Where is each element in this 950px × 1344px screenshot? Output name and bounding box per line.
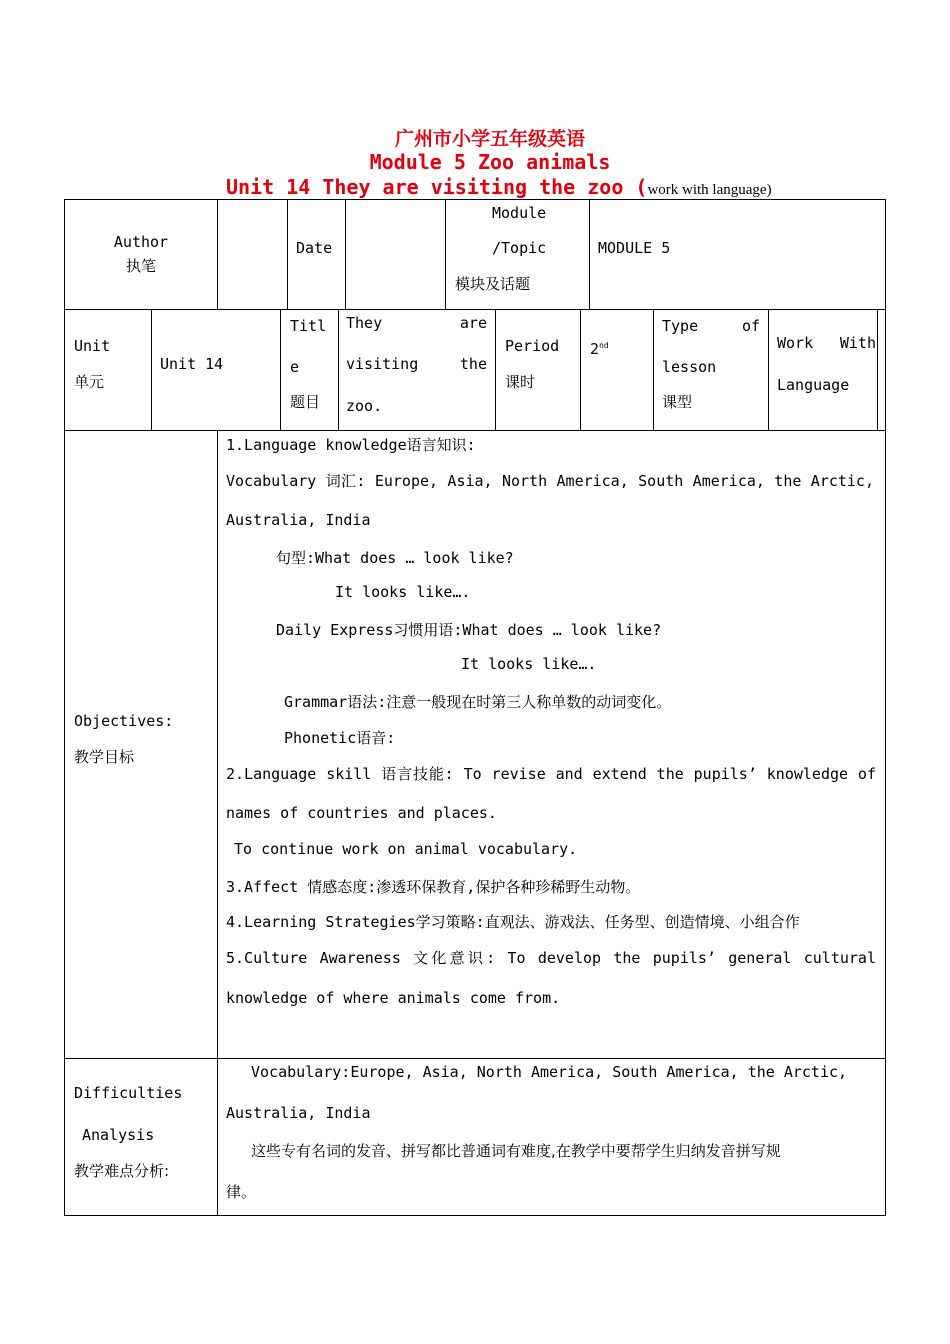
module-value: MODULE 5 <box>598 239 671 257</box>
author-label-en: Author <box>113 233 169 251</box>
type-label-line1b: of <box>741 317 760 335</box>
period-value-number: 2 <box>590 340 600 358</box>
difficulty-line: Vocabulary:Europe, Asia, North America, South America, the Arctic, <box>251 1063 848 1081</box>
difficulty-line: 律。 <box>226 1183 257 1201</box>
title-label-line1: Titl <box>290 317 327 335</box>
objective-line: 4.Learning Strategies学习策略:直观法、游戏法、任务型、创造情境、小组合作 <box>226 913 800 931</box>
author-label-cn: 执笔 <box>125 257 156 275</box>
period-label-cn: 课时 <box>505 373 536 391</box>
objectives-label: Objectives: <box>74 712 174 730</box>
title-value-line2a: visiting <box>346 355 419 373</box>
objective-line: 句型:What does … look like? <box>276 549 514 567</box>
title-value-line3: zoo. <box>346 397 383 415</box>
unit-title <box>226 175 772 199</box>
objective-line: Australia, India <box>226 511 371 529</box>
period-label: Period <box>505 337 560 355</box>
unit-title-note: work with language) <box>647 182 772 198</box>
type-label-cn: 课型 <box>662 393 693 411</box>
type-value-line1b: With <box>839 334 876 352</box>
objective-line: knowledge of where animals come from. <box>226 989 561 1007</box>
type-label-line1a: Type <box>662 317 699 335</box>
date-label: Date <box>296 239 333 257</box>
objective-line: 3.Affect 情感态度:渗透环保教育,保护各种珍稀野生动物。 <box>226 878 641 896</box>
objective-line: It looks like…. <box>335 583 471 601</box>
objective-line: names of countries and places. <box>226 804 497 822</box>
period-value <box>590 336 609 359</box>
title-label-line2: e <box>290 358 300 376</box>
type-value-line1a: Work <box>777 334 814 352</box>
objective-line: Daily Express习惯用语:What does … look like? <box>276 621 662 639</box>
title-value-line1b: are <box>459 314 487 332</box>
difficulty-line: 这些专有名词的发音、拼写都比普通词有难度,在教学中要帮学生归纳发音拼写规 <box>251 1142 781 1160</box>
difficulties-label-line1: Difficulties <box>74 1084 183 1102</box>
objective-line: Vocabulary 词汇: Europe, Asia, North America, South America, the Arctic, <box>226 472 874 490</box>
difficulties-label-line2: Analysis <box>82 1126 155 1144</box>
objective-line: Grammar语法:注意一般现在时第三人称单数的动词变化。 <box>284 693 672 711</box>
objective-line: To continue work on animal vocabulary. <box>234 840 578 858</box>
module-title: Module 5 Zoo animals <box>369 150 611 174</box>
title-value-line1a: They <box>346 314 383 332</box>
type-label-line2: lesson <box>662 358 717 376</box>
unit-title-main: Unit 14 They are visiting the zoo ( <box>226 175 648 199</box>
unit-value: Unit 14 <box>160 355 224 373</box>
author-label <box>64 232 218 276</box>
objective-line: Phonetic语音: <box>284 729 396 747</box>
title-label-cn: 题目 <box>290 393 321 411</box>
type-value-line2: Language <box>777 376 850 394</box>
objective-line: 5.Culture Awareness 文化意识: To develop the pupils’ general cultural <box>226 949 876 967</box>
objective-line: 1.Language knowledge语言知识: <box>226 436 476 454</box>
unit-label-cn: 单元 <box>74 373 105 391</box>
document-title: 广州市小学五年级英语 <box>394 128 585 150</box>
unit-label: Unit <box>74 337 111 355</box>
module-label-line2: /Topic <box>492 239 547 257</box>
objectives-label-cn: 教学目标 <box>74 748 135 766</box>
module-label-cn: 模块及话题 <box>455 275 531 293</box>
difficulties-label-cn: 教学难点分析: <box>74 1162 170 1180</box>
objective-line: 2.Language skill 语言技能: To revise and extend the pupils’ knowledge of <box>226 765 876 783</box>
title-value-line2b: the <box>459 355 487 373</box>
period-value-suffix: nd <box>599 341 609 350</box>
module-label-line1: Module <box>492 204 547 222</box>
objective-line: It looks like…. <box>461 655 597 673</box>
difficulty-line: Australia, India <box>226 1104 371 1122</box>
